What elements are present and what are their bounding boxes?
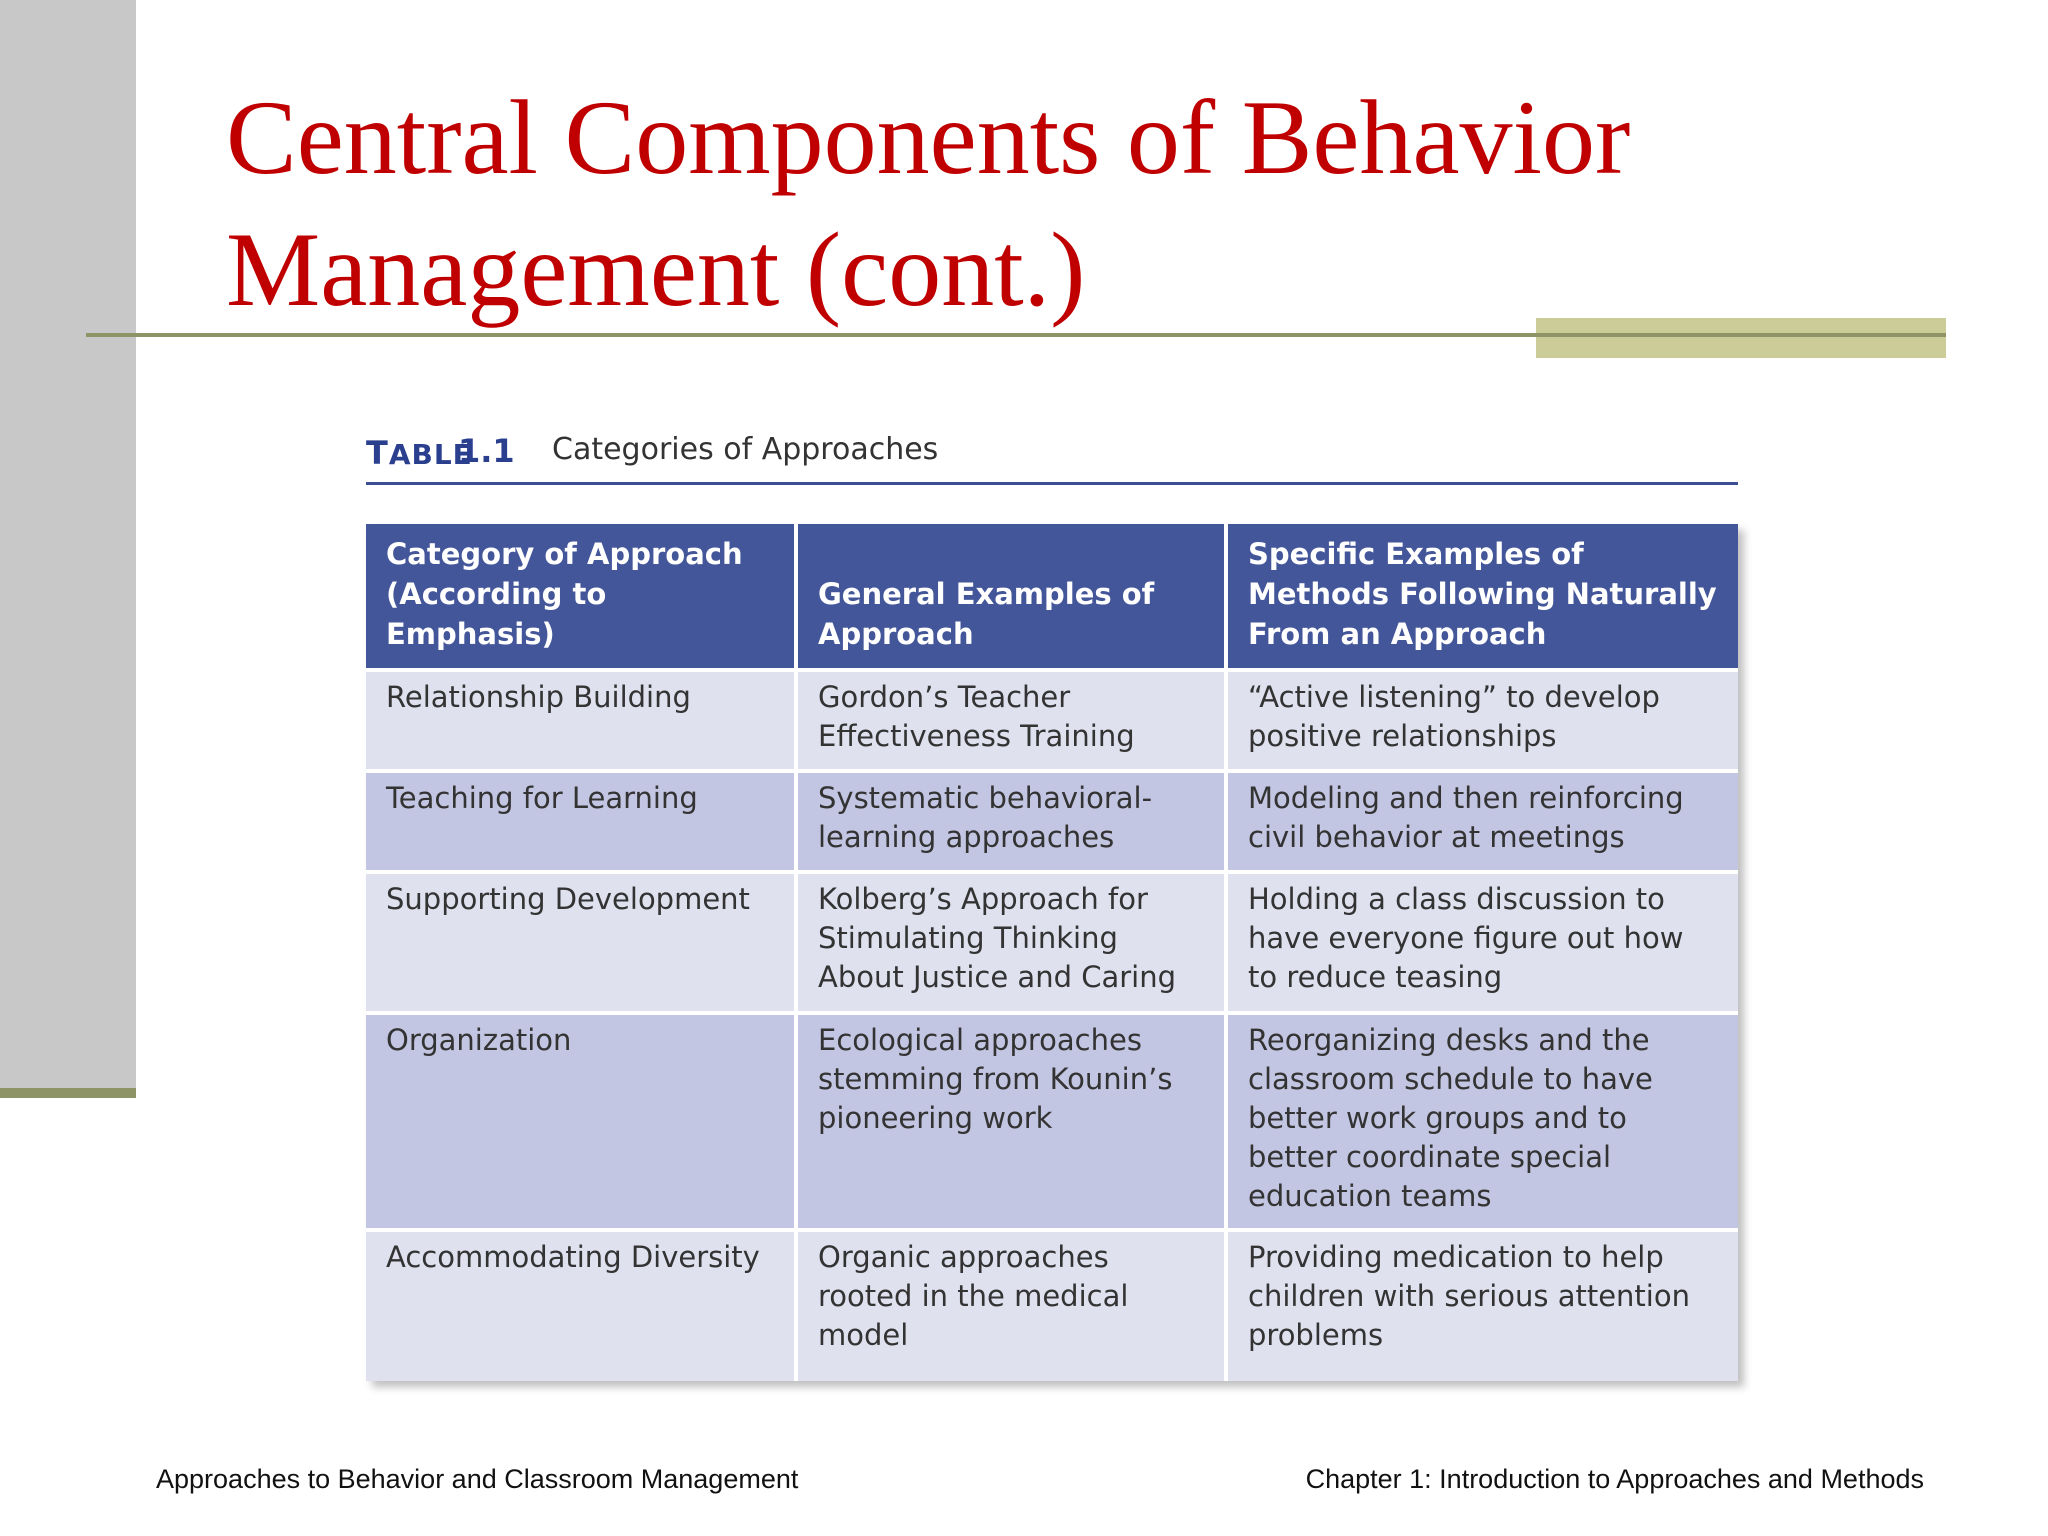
- general-example-cell: Systematic behavioral-learning approaches: [796, 771, 1226, 872]
- footer-course-title: Approaches to Behavior and Classroom Management: [156, 1464, 799, 1494]
- general-example-cell: Gordon’s Teacher Effectiveness Training: [796, 670, 1226, 771]
- table-caption: [366, 430, 1738, 485]
- general-example-cell: Kolberg’s Approach for Stimulating Thinking About Justice and Caring: [796, 872, 1226, 1013]
- specific-example-cell: “Active listening” to develop positive relationships: [1226, 670, 1738, 771]
- table-caption-number: 1.1: [458, 432, 515, 470]
- category-cell: Relationship Building: [366, 670, 796, 771]
- general-example-cell: Organic approaches rooted in the medical model: [796, 1230, 1226, 1381]
- approaches-table: [366, 524, 1738, 1381]
- header-specific-examples: Specific Examples of Methods Following Naturally From an Approach: [1226, 524, 1738, 670]
- table-row: [366, 872, 1738, 1013]
- table-row: [366, 1230, 1738, 1381]
- left-decor-bar: [0, 0, 136, 1090]
- slide-title: Central Components of Behavior Management (cont.): [226, 79, 1631, 328]
- table-row: [366, 1013, 1738, 1230]
- specific-example-cell: Holding a class discussion to have everyone figure out how to reduce teasing: [1226, 872, 1738, 1013]
- specific-example-cell: Providing medication to help children with serious attention problems: [1226, 1230, 1738, 1381]
- specific-example-cell: Modeling and then reinforcing civil behavior at meetings: [1226, 771, 1738, 872]
- general-example-cell: Ecological approaches stemming from Kounin’s pioneering work: [796, 1013, 1226, 1230]
- table-header-row: [366, 524, 1738, 670]
- left-decor-rule: [0, 1088, 136, 1098]
- footer-chapter-title: Chapter 1: Introduction to Approaches and Methods: [1305, 1464, 1924, 1494]
- category-cell: Organization: [366, 1013, 796, 1230]
- table-caption-text: Categories of Approaches: [552, 432, 939, 467]
- title-accent-line: [1536, 333, 1946, 337]
- category-cell: Supporting Development: [366, 872, 796, 1013]
- header-category: Category of Approach (According to Emphasis): [366, 524, 796, 670]
- category-cell: Accommodating Diversity: [366, 1230, 796, 1381]
- title-accent-block: [1536, 318, 1946, 358]
- specific-example-cell: Reorganizing desks and the classroom schedule to have better work groups and to better coordinate special education teams: [1226, 1013, 1738, 1230]
- table-caption-label: TABLE: [366, 434, 473, 472]
- table-row: [366, 670, 1738, 771]
- table-row: [366, 771, 1738, 872]
- category-cell: Teaching for Learning: [366, 771, 796, 872]
- header-general-examples: General Examples of Approach: [796, 524, 1226, 670]
